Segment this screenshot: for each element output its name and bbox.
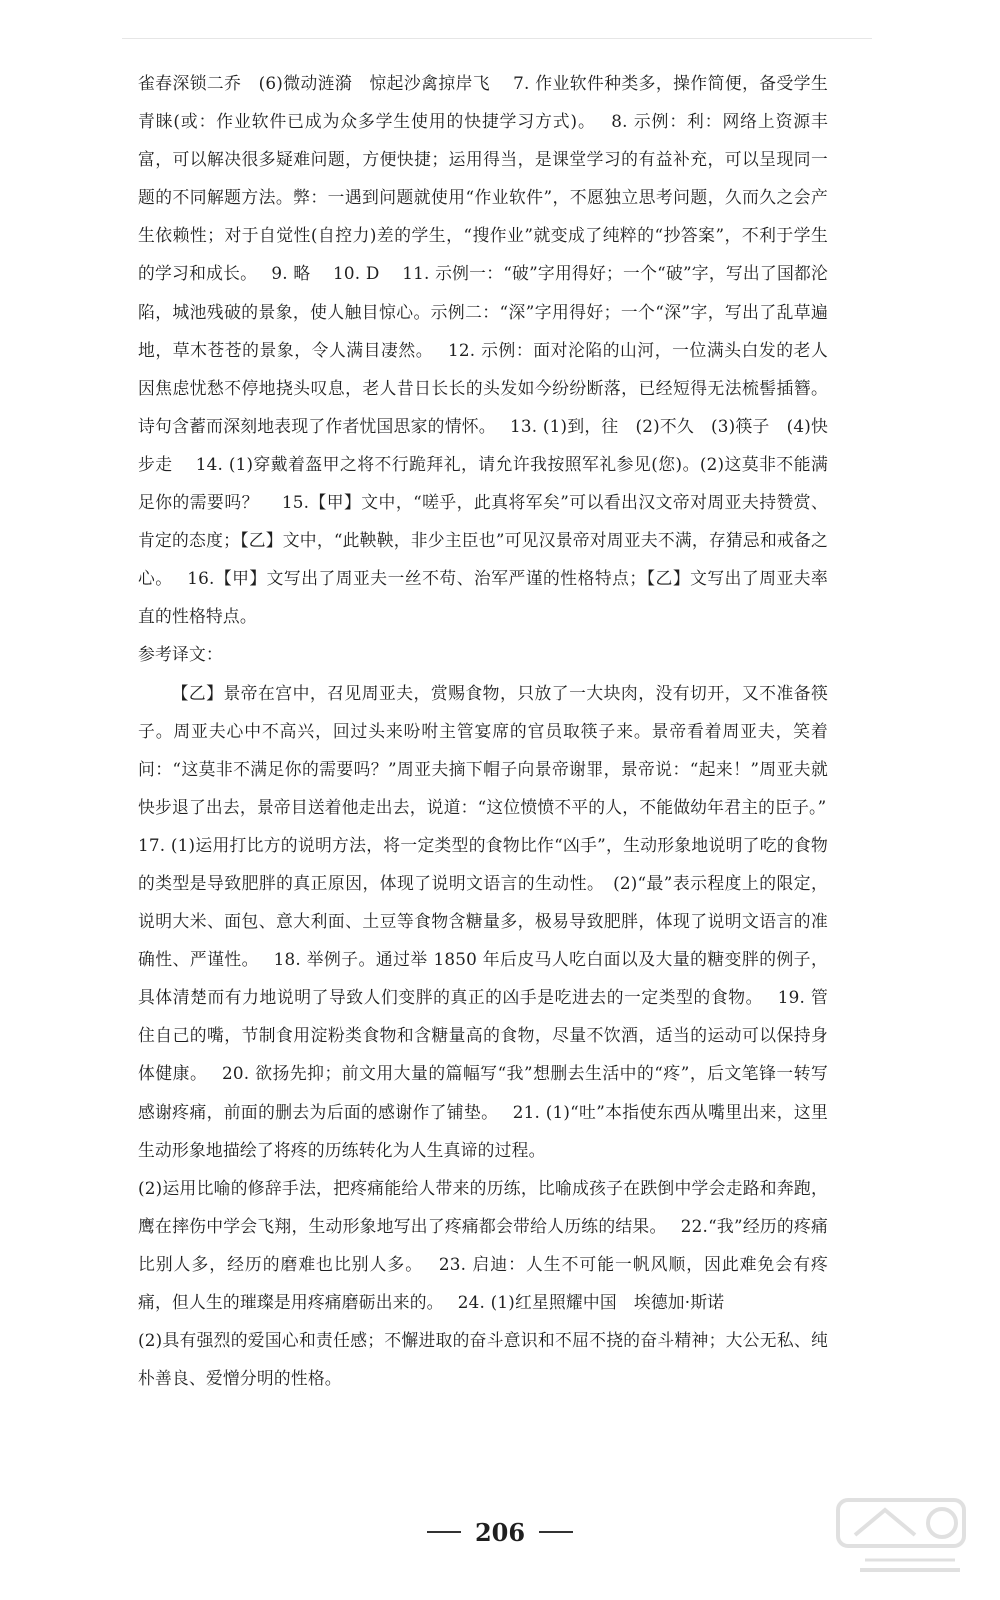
top-rule — [122, 38, 872, 39]
footer-right-dash — [539, 1531, 573, 1533]
answer-paragraph-24-2: (2)具有强烈的爱国心和责任感；不懈进取的奋斗意识和不屈不挠的奋斗精神；大公无私、纯朴善良、爱憎分明的性格。 — [138, 1330, 828, 1389]
answer-text-body — [138, 64, 828, 1397]
answer-paragraph-17-21: 17. (1)运用打比方的说明方法，将一定类型的食物比作“凶手”，生动形象地说明了吃的食物的类型是导致肥胖的真正原因，体现了说明文语言的生动性。 (2)“最”表示程度上的限定，说明大米、面包、意大利面、土豆等食物含糖量多，极易导致肥胖，体现了说明文语言的准确性、严谨性。 18. 举例子。通过举 1850 年后皮马人吃白面以及大量的糖变胖的例子，具体清楚而有力地说明了导致人们变胖的真正的凶手是吃进去的一定类型的食物。 19. 管住自己的嘴，节制食用淀粉类食物和含糖量高的食物，尽量不饮酒，适当的运动可以保持身体健康。 20. 欲扬先抑；前文用大量的篇幅写“我”想删去生活中的“疼”，后文笔锋一转写感谢疼痛，前面的删去为后面的感谢作了铺垫。 21. (1)“吐”本指使东西从嘴里出来，这里生动形象地描绘了将疼的历练转化为人生真谛的过程。 — [138, 834, 828, 1160]
answer-paragraph-21-24: (2)运用比喻的修辞手法，把疼痛能给人带来的历练，比喻成孩子在跌倒中学会走路和奔跑，鹰在摔伤中学会飞翔，生动形象地写出了疼痛都会带给人历练的结果。 22.“我”经历的疼痛比别人多，经历的磨难也比别人多。 23. 启迪：人生不可能一帆风顺，因此难免会有疼痛，但人生的璀璨是用疼痛磨砺出来的。 24. (1)红星照耀中国 埃德加·斯诺 — [138, 1177, 828, 1312]
footer-left-dash — [427, 1531, 461, 1533]
page-number: 206 — [474, 1517, 526, 1547]
translation-paragraph: 【乙】景帝在宫中，召见周亚夫，赏赐食物，只放了一大块肉，没有切开，又不准备筷子。周亚夫心中不高兴，回过头来吩咐主管宴席的官员取筷子来。景帝看着周亚夫，笑着问：“这莫非不满足你的需要吗？”周亚夫摘下帽子向景帝谢罪，景帝说：“起来！”周亚夫就快步退了出去，景帝目送着他走出去，说道：“这位愤愤不平的人，不能做幼年君主的臣子。” — [138, 682, 828, 817]
site-watermark-logo — [830, 1490, 980, 1590]
translation-heading: 参考译文： — [138, 644, 223, 665]
answer-paragraph-1: 雀春深锁二乔 (6)微动涟漪 惊起沙禽掠岸飞 7. 作业软件种类多，操作简便，备受学生青睐(或：作业软件已成为众多学生使用的快捷学习方式)。 8. 示例：利：网络上资源丰富，可以解决很多疑难问题，方便快捷；运用得当，是课堂学习的有益补充，可以呈现同一题的不同解题方法。弊：一遇到问题就使用“作业软件”，不愿独立思考问题，久而久之会产生依赖性；对于自觉性(自控力)差的学生，“搜作业”就变成了纯粹的“抄答案”，不利于学生的学习和成长。 9. 略 10. D 11. 示例一：“破”字用得好；一个“破”字，写出了国都沦陷，城池残破的景象，使人触目惊心。示例二：“深”字用得好；一个“深”字，写出了乱草遍地，草木苍苍的景象，令人满目凄然。 12. 示例：面对沦陷的山河，一位满头白发的老人因焦虑忧愁不停地挠头叹息，老人昔日长长的头发如今纷纷断落，已经短得无法梳髻插簪。诗句含蓄而深刻地表现了作者忧国思家的情怀。 13. (1)到，往 (2)不久 (3)筷子 (4)快步走 14. (1)穿戴着盔甲之将不行跪拜礼，请允许我按照军礼参见(您)。(2)这莫非不能满足你的需要吗？ 15.【甲】文中，“嗟乎，此真将军矣”可以看出汉文帝对周亚夫持赞赏、肯定的态度；【乙】文中，“此鞅鞅，非少主臣也”可见汉景帝对周亚夫不满，存猜忌和戒备之心。 16.【甲】文写出了周亚夫一丝不苟、治军严谨的性格特点；【乙】文写出了周亚夫率直的性格特点。 — [138, 73, 828, 627]
